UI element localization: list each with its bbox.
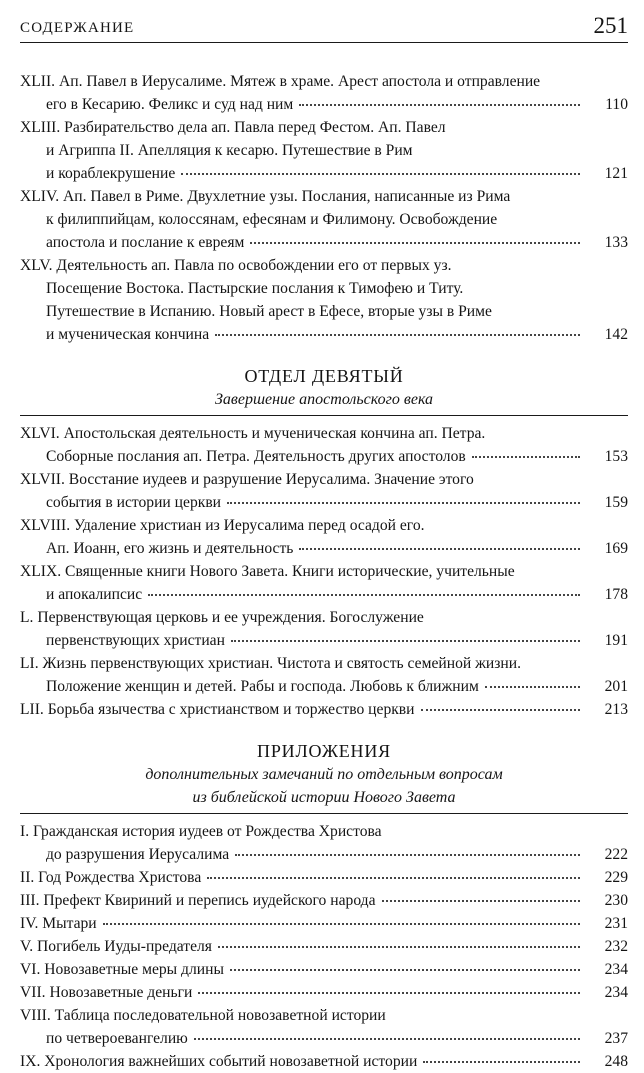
toc-page-number: 248 (604, 1053, 628, 1070)
toc-page-number: 201 (604, 678, 628, 695)
toc-entry-line: XLIII. Разбирательство дела ап. Павла перед Фестом. Ап. Павел (20, 119, 446, 136)
toc-entry-line (20, 889, 588, 912)
toc-entry-line (20, 93, 588, 116)
dot-leader (485, 685, 580, 688)
toc-entry-text: его в Кесарию. Феликс и суд над ним (46, 96, 294, 113)
toc-page-number: 231 (604, 915, 628, 932)
toc-entry (20, 912, 628, 935)
dot-leader (181, 172, 580, 175)
toc-entry-text: апостола и послание к евреям (46, 234, 245, 251)
toc-entry-line (20, 323, 588, 346)
toc-entry-line: LI. Жизнь первенствующих христиан. Чистота и святость семейной жизни. (20, 655, 521, 672)
dot-leader (231, 639, 580, 642)
dot-leader (230, 968, 580, 971)
toc-entry-text: до разрушения Иерусалима (46, 846, 230, 863)
dot-leader (299, 547, 580, 550)
toc-entry (20, 981, 628, 1004)
section-divider (20, 813, 628, 814)
toc-entry-line (20, 445, 588, 468)
toc-page-number: 222 (604, 846, 628, 863)
toc-entry-line: и Агриппа II. Апелляция к кесарю. Путешествие в Рим (46, 142, 413, 159)
toc-entry (20, 866, 628, 889)
toc-entry-line (20, 675, 588, 698)
toc-entry-line: Посещение Востока. Пастырские послания к Тимофею и Титу. (46, 280, 464, 297)
toc-entry-text: Положение женщин и детей. Рабы и господа. Любовь к ближним (46, 678, 479, 695)
toc-entry-line: XLVIII. Удаление христиан из Иерусалима перед осадой его. (20, 517, 425, 534)
toc-entry-line (20, 935, 588, 958)
toc-entry-text: и апокалипсис (46, 586, 143, 603)
toc-entry-text: Ап. Иоанн, его жизнь и деятельность (46, 540, 294, 557)
toc-entry-line (20, 583, 588, 606)
toc-entry-line: XLIX. Священные книги Нового Завета. Книги исторические, учительные (20, 563, 515, 580)
section-heading: ОТДЕЛ ДЕВЯТЫЙ (244, 366, 404, 386)
toc-entry-line: XLV. Деятельность ап. Павла по освобождении его от первых уз. (20, 257, 452, 274)
toc-entry-line (20, 537, 588, 560)
dot-leader (299, 103, 580, 106)
section-subtitle: дополнительных замечаний по отдельным вопросам (145, 766, 503, 783)
toc-entry-line (20, 491, 588, 514)
toc-entry-text: первенствующих христиан (46, 632, 225, 649)
toc-entry-text: VI. Новозаветные меры длины (20, 961, 224, 978)
page-number: 251 (593, 13, 628, 38)
toc-page-number: 229 (604, 869, 628, 886)
toc-entry-text: Соборные послания ап. Петра. Деятельность других апостолов (46, 448, 466, 465)
toc-entry-line: Путешествие в Испанию. Новый арест в Ефесе, вторые узы в Риме (46, 303, 492, 320)
toc-entry-text: III. Префект Квириний и перепись иудейского народа (20, 892, 376, 909)
toc-entry-text: и мученическая кончина (46, 326, 210, 343)
dot-leader (194, 1037, 580, 1040)
toc-entry (20, 698, 628, 721)
section-subtitle: из библейской истории Нового Завета (192, 789, 456, 806)
toc-entry-line: I. Гражданская история иудеев от Рождества Христова (20, 823, 382, 840)
toc-entry-text: V. Погибель Иуды-предателя (20, 938, 212, 955)
toc-entry-text: II. Год Рождества Христова (20, 869, 202, 886)
toc-entry-text: IX. Хронология важнейших событий новозаветной истории (20, 1053, 418, 1070)
toc-entry-line: VIII. Таблица последовательной новозаветной истории (20, 1007, 386, 1024)
toc-entry (20, 606, 628, 652)
dot-leader (421, 708, 580, 711)
toc-page-number: 133 (604, 234, 628, 251)
toc-page-number: 121 (604, 165, 628, 182)
toc-entry-text: LII. Борьба язычества с христианством и торжество церкви (20, 701, 415, 718)
dot-leader (218, 945, 580, 948)
toc-entry-line (20, 866, 588, 889)
toc-entry (20, 820, 628, 866)
toc-entry (20, 1004, 628, 1050)
toc-entry (20, 889, 628, 912)
toc-page-number: 230 (604, 892, 628, 909)
toc-page-number: 169 (604, 540, 628, 557)
toc-page-number: 178 (604, 586, 628, 603)
toc-page-number: 142 (604, 326, 628, 343)
toc-entry-line: XLVII. Восстание иудеев и разрушение Иерусалима. Значение этого (20, 471, 474, 488)
toc-entry-line: L. Первенствующая церковь и ее учреждения. Богослужение (20, 609, 424, 626)
toc-entry-line (20, 162, 588, 185)
running-header (20, 8, 628, 43)
toc-entry-line (20, 1027, 588, 1050)
section-subtitle: Завершение апостольского века (214, 391, 434, 408)
dot-leader (250, 241, 580, 244)
toc-entry (20, 652, 628, 698)
dot-leader (235, 853, 580, 856)
toc-entry-line (20, 843, 588, 866)
toc-entry-line (20, 231, 588, 254)
toc-page-number: 191 (604, 632, 628, 649)
dot-leader (423, 1060, 580, 1063)
toc-entry-text: события в истории церкви (46, 494, 222, 511)
toc-entry-text: по четвероевангелию (46, 1030, 188, 1047)
toc-entry-text: и кораблекрушение (46, 165, 176, 182)
running-header-title: СОДЕРЖАНИЕ (20, 20, 135, 36)
toc-page-number: 213 (604, 701, 628, 718)
toc-entry-text: IV. Мытари (20, 915, 97, 932)
dot-leader (103, 922, 580, 925)
toc-page-number: 232 (604, 938, 628, 955)
toc-entry-line (20, 958, 588, 981)
toc-entry (20, 468, 628, 514)
toc-entry-line: к филиппийцам, колоссянам, ефесянам и Филимону. Освобождение (46, 211, 498, 228)
section-heading: ПРИЛОЖЕНИЯ (257, 741, 391, 761)
toc-entry-text: VII. Новозаветные деньги (20, 984, 193, 1001)
toc-page-number: 234 (604, 984, 628, 1001)
toc-entry-line (20, 698, 588, 721)
dot-leader (472, 455, 580, 458)
section-divider (20, 415, 628, 416)
toc-entry (20, 1050, 628, 1073)
toc-entry-line: XLVI. Апостольская деятельность и мученическая кончина ап. Петра. (20, 425, 486, 442)
toc-entry (20, 185, 628, 254)
toc-entry (20, 560, 628, 606)
toc-page-number: 237 (604, 1030, 628, 1047)
table-of-contents (20, 70, 628, 1073)
toc-entry (20, 958, 628, 981)
toc-entry-line: XLIV. Ап. Павел в Риме. Двухлетние узы. Послания, написанные из Рима (20, 188, 511, 205)
toc-entry-line (20, 629, 588, 652)
dot-leader (198, 991, 580, 994)
toc-entry (20, 70, 628, 116)
toc-entry (20, 935, 628, 958)
dot-leader (215, 333, 580, 336)
dot-leader (148, 593, 580, 596)
dot-leader (227, 501, 580, 504)
toc-entry (20, 254, 628, 346)
toc-page-number: 153 (604, 448, 628, 465)
toc-page-number: 234 (604, 961, 628, 978)
toc-entry-line (20, 912, 588, 935)
toc-entry (20, 116, 628, 185)
toc-entry-line (20, 1050, 588, 1073)
dot-leader (207, 876, 580, 879)
toc-entry (20, 422, 628, 468)
toc-entry (20, 514, 628, 560)
toc-entry-line (20, 981, 588, 1004)
toc-entry-line: XLII. Ап. Павел в Иерусалиме. Мятеж в храме. Арест апостола и отправление (20, 73, 541, 90)
toc-page-number: 159 (604, 494, 628, 511)
toc-page-number: 110 (605, 96, 628, 113)
dot-leader (382, 899, 580, 902)
